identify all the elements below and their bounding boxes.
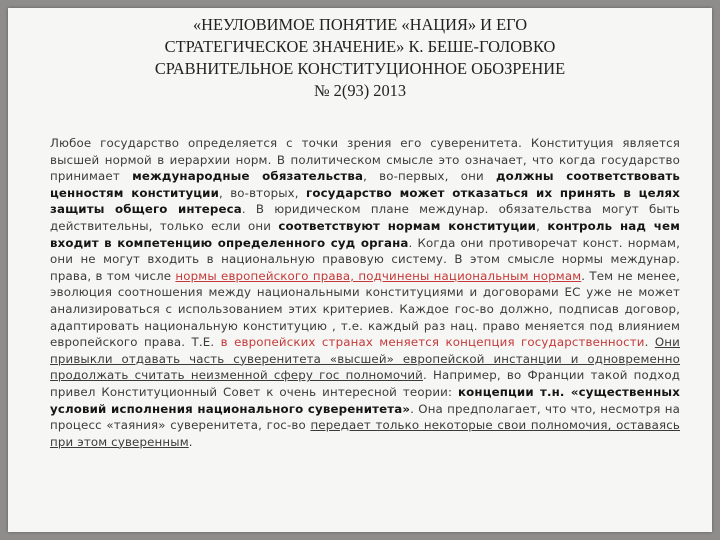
title-line-2: СТРАТЕГИЧЕСКОЕ ЗНАЧЕНИЕ» К. БЕШЕ-ГОЛОВКО bbox=[164, 37, 556, 56]
text-segment: Любое государство определяется с точки зрения его суверенитета. Конституция является высшей нормой в иерархии норм. В политическом смысле это означает, что когда государство принимает bbox=[50, 136, 680, 184]
text-segment: . В юридическом плане междунар. обязательства могут быть действительны, только если они bbox=[50, 202, 681, 233]
bold-phrase: должны соответствовать ценностям конституции bbox=[50, 169, 681, 200]
text-segment: . bbox=[644, 335, 655, 350]
text-segment: , bbox=[536, 218, 548, 233]
title-line-3: СРАВНИТЕЛЬНОЕ КОНСТИТУЦИОННОЕ ОБОЗРЕНИЕ bbox=[154, 59, 566, 78]
underlined-phrase: Они привыкли отдавать часть суверенитета «высшей» европейской инстанции и одновременно продолжать считать неизменной сферу гос полномочий bbox=[50, 335, 680, 383]
text-segment: . Когда они противоречат конст. нормам, они не могут входить в национальную правовую систему. В этом смысле нормы междунар. права, в том числе bbox=[50, 235, 680, 283]
bold-phrase: государство может отказаться их принять в целях защиты общего интереса bbox=[50, 185, 681, 217]
highlighted-phrase: в европейских странах меняется концепция государственности bbox=[220, 335, 645, 350]
title-line-4: № 2(93) 2013 bbox=[313, 81, 407, 100]
bold-phrase: международные обязательства bbox=[132, 169, 364, 184]
content-panel bbox=[8, 8, 712, 532]
highlighted-phrase: нормы европейского права, подчинены национальным нормам bbox=[175, 268, 582, 283]
text-segment: , во-вторых, bbox=[219, 185, 306, 200]
underlined-phrase: передает только некоторые свои полномочия, оставаясь при этом суверенным bbox=[50, 418, 680, 449]
body-text bbox=[50, 135, 680, 450]
bold-phrase: контроль над чем входит в компетенцию определенного суд органа bbox=[50, 218, 680, 250]
slide-title bbox=[38, 14, 682, 102]
title-line-1: «НЕУЛОВИМОЕ ПОНЯТИЕ «НАЦИЯ» И ЕГО bbox=[192, 15, 528, 34]
bold-phrase: соответствуют нормам конституции bbox=[278, 218, 537, 233]
bold-phrase: концепции т.н. «существенных условий исполнения национального суверенитета» bbox=[50, 384, 680, 416]
text-segment: . bbox=[188, 434, 193, 449]
text-segment: . Она предполагает, что что, несмотря на процесс «таяния» суверенитета, гос-во bbox=[50, 401, 680, 433]
text-segment: . Тем не менее, эволюция соотношения между национальными конституциями и договорами ЕС уже не может анализироваться с использованием этих критериев. Каждое гос-во должно, подписав договор, адаптировать национальную конституцию , т.е. каждый раз нац. право меняется под влиянием европейского права. Т.Е. bbox=[50, 268, 680, 350]
text-segment: . Например, во Франции такой подход привел Конституционный Совет к очень интересной теории: bbox=[50, 368, 680, 399]
text-segment: , во-первых, они bbox=[363, 169, 496, 184]
